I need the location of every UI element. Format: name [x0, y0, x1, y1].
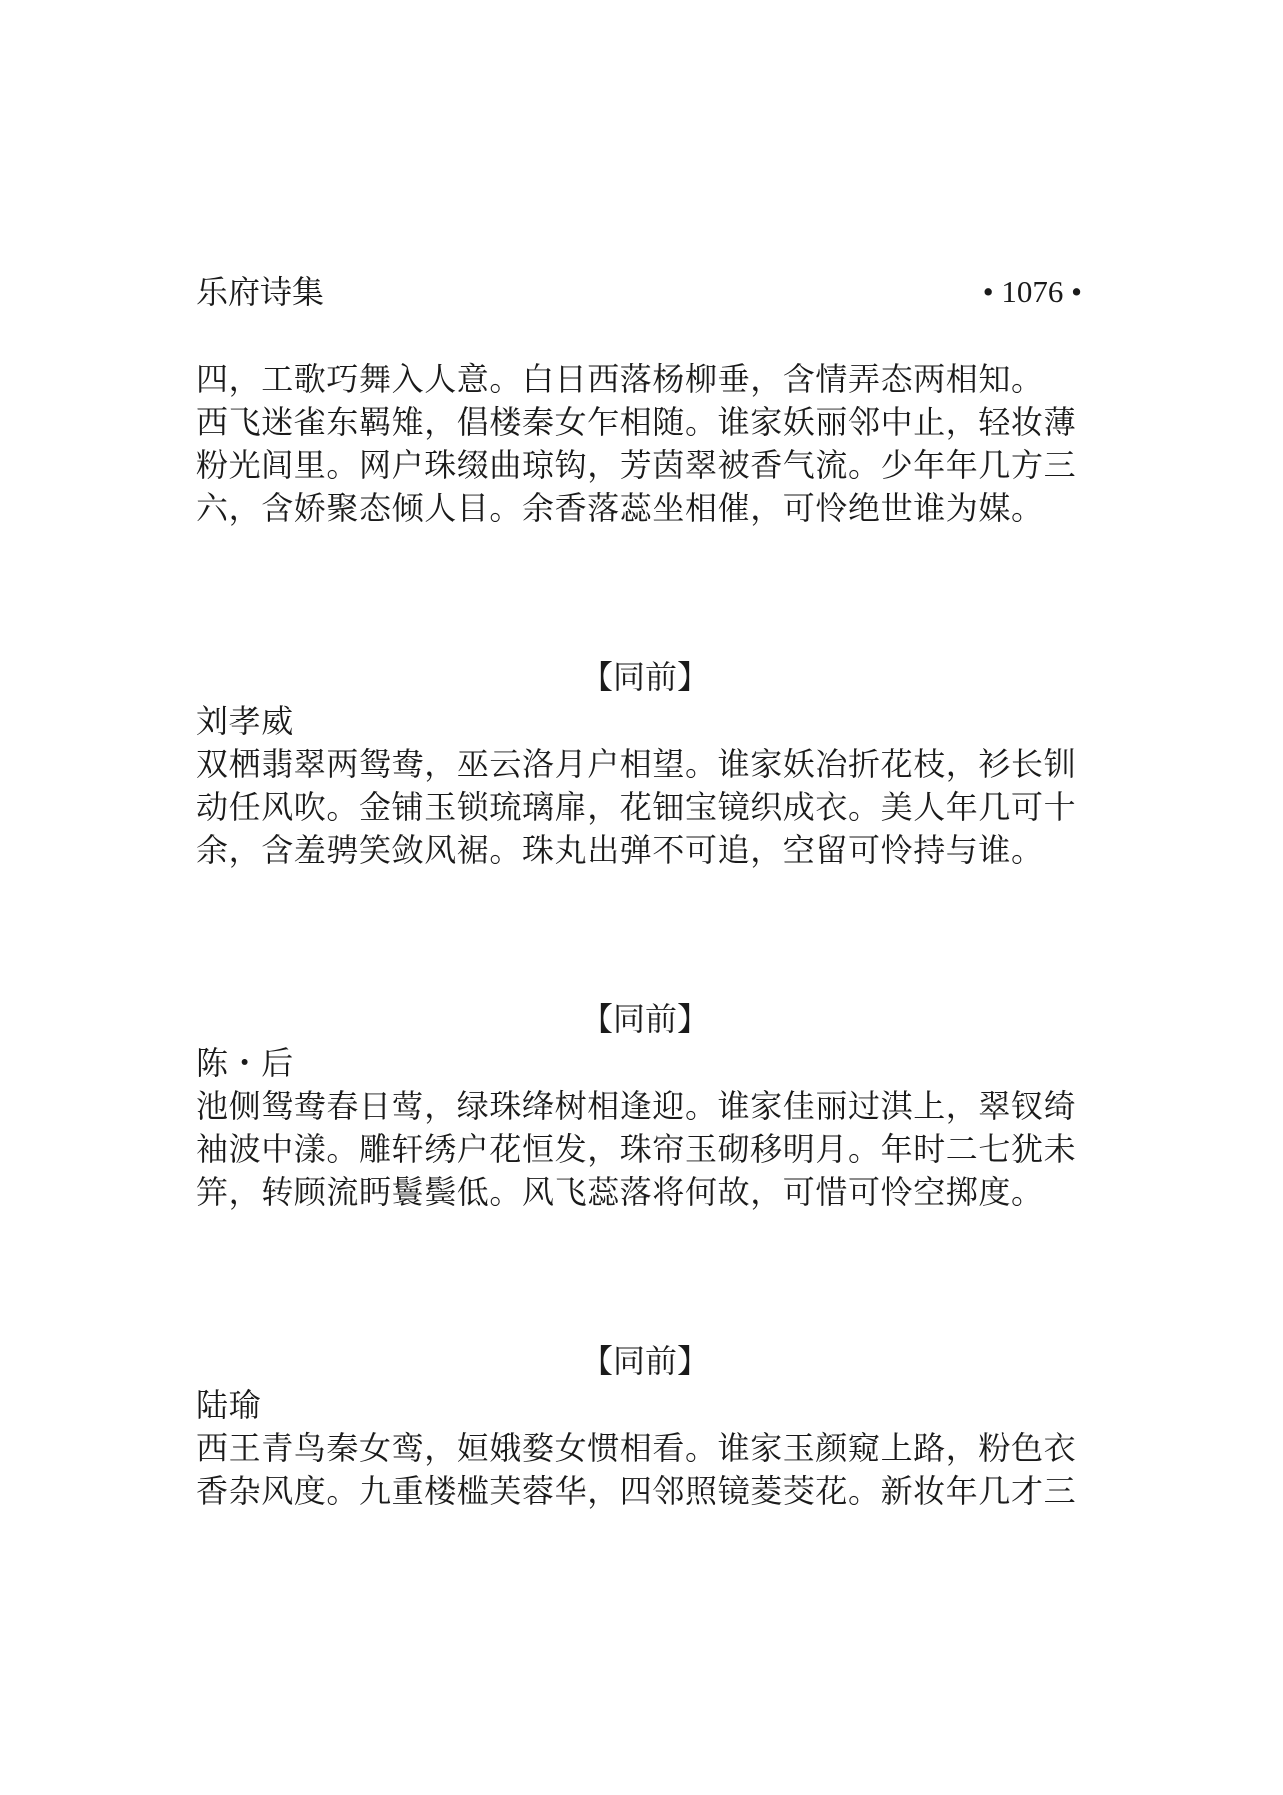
section-title: 【同前】 [580, 658, 709, 696]
author-name: 陆瑜 [196, 1386, 262, 1424]
section-title: 【同前】 [580, 1342, 709, 1380]
poem-line: 动任风吹。金铺玉锁琉璃扉，花钿宝镜织成衣。美人年几可十 [196, 788, 1077, 826]
poem-line: 余，含羞骋笑敛风裾。珠丸出弹不可追，空留可怜持与谁。 [196, 831, 1044, 869]
poem-line: 西飞迷雀东羁雉，倡楼秦女乍相随。谁家妖丽邻中止，轻妆薄 [196, 403, 1077, 441]
poem-line: 池侧鸳鸯春日莺，绿珠绛树相逢迎。谁家佳丽过淇上，翠钗绮 [196, 1087, 1077, 1125]
poem-line: 笄，转顾流眄鬟鬓低。风飞蕊落将何故，可惜可怜空掷度。 [196, 1173, 1044, 1211]
poem-line: 西王青鸟秦女鸾，姮娥婺女惯相看。谁家玉颜窥上路，粉色衣 [196, 1429, 1077, 1467]
poem-line: 香杂风度。九重楼槛芙蓉华，四邻照镜菱茭花。新妆年几才三 [196, 1472, 1077, 1510]
book-title: 乐府诗集 [196, 273, 325, 311]
page-number: • 1076 • [982, 274, 1082, 309]
author-name: 刘孝威 [196, 702, 294, 740]
author-name: 陈・后 [196, 1044, 294, 1082]
page-header [196, 270, 1082, 314]
poem-line: 四，工歌巧舞入人意。白日西落杨柳垂，含情弄态两相知。 [196, 360, 1044, 398]
poem-line: 袖波中漾。雕轩绣户花恒发，珠帘玉砌移明月。年时二七犹未 [196, 1130, 1077, 1168]
poem-line: 六，含娇聚态倾人目。余香落蕊坐相催，可怜绝世谁为媒。 [196, 489, 1044, 527]
section-title: 【同前】 [580, 1000, 709, 1038]
poem-line: 双栖翡翠两鸳鸯，巫云洛月户相望。谁家妖冶折花枝，衫长钏 [196, 745, 1077, 783]
poem-line: 粉光闾里。网户珠缀曲琼钩，芳茵翠被香气流。少年年几方三 [196, 446, 1077, 484]
